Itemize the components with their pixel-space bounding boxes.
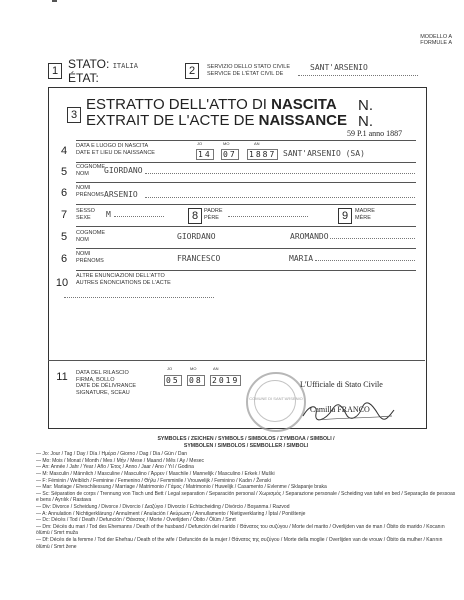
field-number-6: 6 xyxy=(58,186,70,200)
father-label-it: PADRE xyxy=(204,208,223,214)
parent-name-dots xyxy=(315,260,415,261)
field-number-1: 1 xyxy=(48,63,62,79)
father-header-dots xyxy=(228,216,308,217)
row-divider xyxy=(76,204,416,205)
title-n-1: N. xyxy=(358,97,373,114)
field-number-3: 3 xyxy=(67,107,81,123)
symbols-legend xyxy=(36,436,456,550)
title-ref: 59 P.1 anno 1887 xyxy=(347,129,403,138)
symbol-line: — Dm: Décès du mari / Tod des Ehemanns / Death of the husband / Defunción del marido / Θάνατος του συζύγου / Morte del marito / Overlijden van de man / Óbito do marido / Kocanın ölümü / Smrt muža xyxy=(36,523,445,537)
surname-value: GIORDANO xyxy=(104,166,143,175)
row-5-labels xyxy=(76,164,105,177)
stamp-text: COMUNE DI SANT'ARSENIO xyxy=(249,396,303,401)
parent-surname-number: 5 xyxy=(58,230,70,244)
symbols-title-1: SYMBOLES / ZEICHEN / SYMBOLS / SIMBOLOS / ΣΥΜΒΟΛΑ / SIMBOLI / xyxy=(157,436,335,442)
parent-name-label-it: NOMI xyxy=(76,251,91,257)
field-number-8: 8 xyxy=(188,208,202,224)
father-surname: GIORDANO xyxy=(177,232,216,241)
sex-value: M xyxy=(106,210,111,219)
birth-year: 1887 xyxy=(249,150,277,159)
issue-month-label: MO xyxy=(190,366,197,371)
official-stamp xyxy=(246,372,306,432)
issue-year-label: AN xyxy=(213,366,219,371)
symbols-title-2: SYMBOLEN / SIMBOLOS / SEMBOLLER / SIMBOLI xyxy=(183,442,309,449)
row-divider xyxy=(76,226,416,227)
title-fr-bold: NAISSANCE xyxy=(258,112,347,129)
mother-label-it: MADRE xyxy=(355,208,375,214)
rilascio-label-3: DATE DE DÉLIVRANCE xyxy=(76,383,137,389)
row-divider xyxy=(76,248,416,249)
day-label: JO xyxy=(197,141,203,146)
symbol-line: — A: Annulation / Nichtigerklärung / Annulment / Anulación / Ακύρωση / Annullamento / Nietigverklaring / İptal / Poništenje xyxy=(36,510,306,517)
formule-text: FORMULE A xyxy=(420,40,452,46)
servizio-label-it: SERVIZIO DELLO STATO CIVILE xyxy=(207,64,291,70)
mother-surname: AROMANDO xyxy=(290,232,329,241)
row-7-labels xyxy=(76,208,95,221)
sex-label-fr: SEXE xyxy=(76,214,91,221)
field-number-5: 5 xyxy=(58,165,70,179)
name-dots xyxy=(145,197,415,198)
servizio-underline xyxy=(298,75,418,76)
father-header xyxy=(204,208,223,221)
row-divider xyxy=(76,270,416,271)
etat-label: ÉTAT: xyxy=(68,71,99,85)
surname-label-fr: NOM xyxy=(76,170,89,177)
parent-surname-labels xyxy=(76,230,105,243)
surname-label-it: COGNOME xyxy=(76,164,106,170)
row-divider xyxy=(76,162,416,163)
mother-header xyxy=(355,208,375,221)
mother-label-fr: MÈRE xyxy=(355,214,371,221)
father-label-fr: PÈRE xyxy=(204,214,219,221)
stato-block xyxy=(68,58,138,84)
field-number-9: 9 xyxy=(338,208,352,224)
row-divider xyxy=(76,140,416,141)
symbol-line: — M: Masculin / Männlich / Masculine / Masculino / Άρρεν / Maschile / Mannelijk / Masculino / Erkek / Muški xyxy=(36,470,275,477)
parent-name-labels xyxy=(76,251,104,264)
surname-dots xyxy=(145,173,415,174)
stato-value: ITALIA xyxy=(112,62,138,70)
model-label xyxy=(400,34,452,46)
birth-place: SANT'ARSENIO (SA) xyxy=(283,149,365,158)
field-number-4: 4 xyxy=(58,144,70,158)
parent-name-label-fr: PRÉNOMS xyxy=(76,257,104,264)
symbol-line: — Div: Divorce / Scheidung / Divorce / Divorcio / Διαζύγιο / Divorzio / Echtscheiding / Divórcio / Boşanma / Razvod xyxy=(36,503,290,510)
enunciazioni-label-it: ALTRE ENUNCIAZIONI DELL'ATTO xyxy=(76,273,165,279)
birth-month: 07 xyxy=(223,150,237,159)
field-number-11: 11 xyxy=(54,370,70,384)
enunciazioni-labels xyxy=(76,273,171,286)
rilascio-label-1: DATA DEL RILASCIO xyxy=(76,370,129,376)
mother-name: MARIA xyxy=(289,254,314,263)
rilascio-label-4: SIGNATURE, SCEAU xyxy=(76,389,130,396)
title-n-2: N. xyxy=(358,113,373,130)
symbol-line: — Df: Décès de la femme / Tod der Ehefrau / Death of the wife / Defunción de la mujer / Θάνατος της συζύγου / Morte della moglie / Overlijden van de vrouw / Óbito da mulher / Karının ölümü / Smrt žene xyxy=(36,536,443,550)
field-number-7: 7 xyxy=(58,208,70,222)
servizio-label-fr: SERVICE DE L'ÉTAT CIVIL DE xyxy=(207,70,284,77)
month-label: MO xyxy=(223,141,230,146)
name-label-fr: PRÉNOMS xyxy=(76,191,104,198)
parent-surname-label-it: COGNOME xyxy=(76,230,106,236)
issue-month: 08 xyxy=(189,376,203,385)
rilascio-label-2: FIRMA, BOLLO xyxy=(76,376,115,383)
title-line-1 xyxy=(86,97,337,113)
sex-label-it: SESSO xyxy=(76,208,95,214)
father-name: FRANCESCO xyxy=(177,254,221,263)
servizio-value: SANT'ARSENIO xyxy=(310,63,368,72)
field-number-2: 2 xyxy=(185,63,199,79)
officer-name: Camilla FRANCO xyxy=(310,405,370,414)
officer-signature xyxy=(298,400,398,424)
symbol-line: — Dc: Décès / Tod / Death / Defunción / Θάνατος / Morte / Overlijden / Óbito / Ölüm / Smrt xyxy=(36,517,236,524)
symbol-line: — Jo: Jour / Tag / Day / Día / Ημέρα / Giorno / Dag / Dia / Gün / Dan xyxy=(36,451,188,458)
title-it-bold: NASCITA xyxy=(271,96,337,113)
name-label-it: NOMI xyxy=(76,185,91,191)
row-divider xyxy=(76,182,416,183)
field-number-10: 10 xyxy=(55,277,69,289)
enunciazioni-dots xyxy=(64,297,214,298)
symbol-line: — Sc: Séparation de corps / Trennung von Tisch und Bett / Legal separation / Separación personal / Χωρισμός / Separazione personale / Scheiding van tafel en bed / Separação de pessoas e bens / Ayrılık / Rastava xyxy=(36,490,456,504)
issue-year: 2019 xyxy=(212,376,240,385)
issue-day: 05 xyxy=(166,376,180,385)
servizio-block xyxy=(207,64,290,77)
title-line-2 xyxy=(86,113,347,129)
enunciazioni-label-fr: AUTRES ÉNONCIATIONS DE L'ACTE xyxy=(76,279,171,286)
parent-surname-label-fr: NOM xyxy=(76,236,89,243)
parent-surname-dots xyxy=(330,238,415,239)
parent-name-number: 6 xyxy=(58,252,70,266)
issue-day-label: JO xyxy=(167,366,173,371)
title-fr-prefix: EXTRAIT DE L'ACTE DE xyxy=(86,112,255,129)
birth-label-it: DATA E LUOGO DI NASCITA xyxy=(76,143,149,149)
title-it-prefix: ESTRATTO DELL'ATTO DI xyxy=(86,96,267,113)
symbol-line: — An: Année / Jahr / Year / Año / Έτος / Anno / Jaar / Ano / Yıl / Godina xyxy=(36,464,194,471)
birth-day: 14 xyxy=(198,150,212,159)
section-divider xyxy=(48,360,425,361)
modello-text: MODELLO A xyxy=(420,34,452,40)
officer-title: L'Ufficiale di Stato Civile xyxy=(300,380,383,389)
rilascio-labels xyxy=(76,370,136,396)
name-value: ARSENIO xyxy=(104,190,138,199)
symbol-line: — F: Féminin / Weiblich / Feminine / Femenino / Θήλυ / Femminile / Vrouwelijk / Feminino / Kadın / Ženski xyxy=(36,477,271,484)
row-6-labels xyxy=(76,185,104,198)
row-4-labels xyxy=(76,143,155,156)
corner-mark xyxy=(52,0,57,2)
symbol-line: — Mo: Mois / Monat / Month / Mes / Μήν / Mese / Maand / Mês / Ay / Mesec xyxy=(36,457,205,464)
year-label: AN xyxy=(254,141,260,146)
stato-label: STATO: xyxy=(68,57,110,71)
symbol-line: — Mar: Mariage / Eheschliessung / Marriage / Matrimonio / Γάμος / Matrimonio / Huwelijk / Casamento / Evlenme / Sklapanje braka xyxy=(36,484,327,491)
birth-label-fr: DATE ET LIEU DE NAISSANCE xyxy=(76,149,155,156)
sex-dots xyxy=(114,216,164,217)
